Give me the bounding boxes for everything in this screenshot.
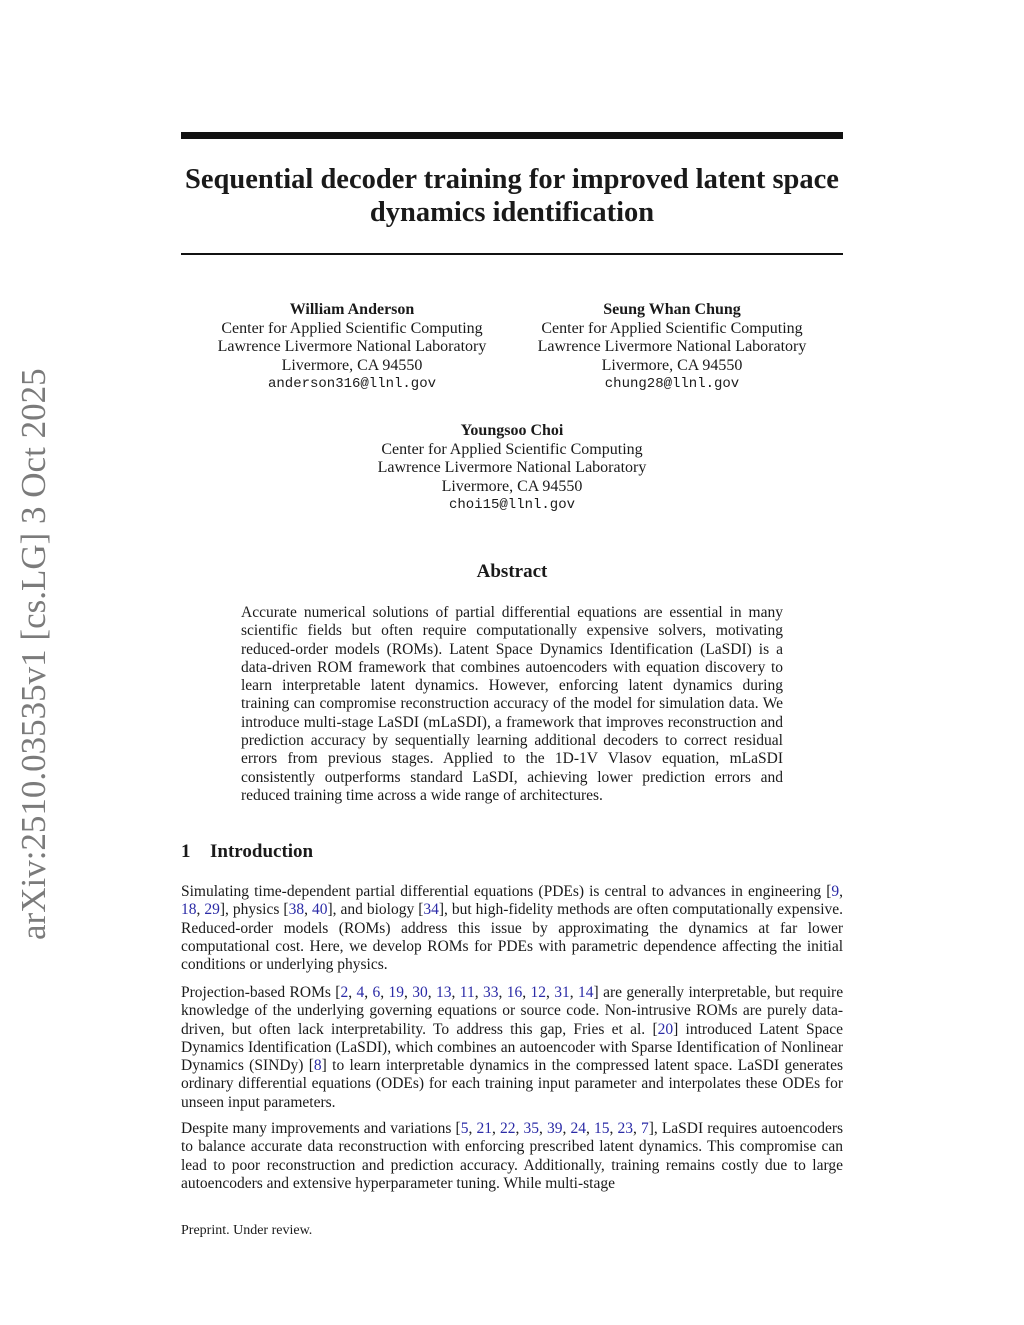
citation-link[interactable]: 24 [570,1120,586,1137]
citation-link[interactable]: 40 [311,901,328,919]
citation-link[interactable]: 2 [340,984,349,1001]
citation-link[interactable]: 11 [459,984,475,1001]
title-bottom-rule [181,253,843,255]
text-run: Simulating time-dependent partial differential equations (PDEs) is central to advances in engineering [ [181,883,832,900]
text-run: ] are generally interpretable, but require knowledge of the underlying governing equations or source code. Non-intrusive ROMs are purely data-driven, but often lack interpretability. To address this gap, Fries et al. [ [181,984,844,1038]
author-lab: Lawrence Livermore National Laboratory [537,338,807,355]
citation-link[interactable]: 7 [640,1120,649,1137]
citation-link[interactable]: 13 [436,984,452,1001]
citation-link[interactable]: 30 [412,984,428,1001]
citation-link[interactable]: 23 [617,1120,633,1137]
citation-link[interactable]: 20 [657,1020,674,1038]
abstract-heading: Abstract [476,561,548,582]
author-affiliation: Center for Applied Scientific Computing [221,319,483,337]
intro-paragraph-1: Simulating time-dependent partial differential equations (PDEs) is central to advances in engineering [9, 18, 29], physics [38, 40], and biology [34], but high-fidelity methods are often computationally expensive. Reduced-order models (ROMs) address this issue by approximating the dynamics at far lower computational cost. Here, we develop ROMs for PDEs with parametric dependence affecting the initial conditions or underlying physics. [181,883,844,974]
text-run: ], and biology [ [327,901,424,919]
text-run: ], physics [ [219,901,289,919]
citation-link[interactable]: 14 [578,984,594,1001]
author-name: Youngsoo Choi [460,422,564,439]
citation-link[interactable]: 5 [460,1120,469,1137]
footer-note: Preprint. Under review. [181,1223,313,1238]
paper-title: Sequential decoder training for improved latent space dynamics identification [185,164,839,228]
text-run: Despite many improvements and variations [ [181,1120,461,1137]
text-run: Projection-based ROMs [ [181,984,341,1001]
citation-link[interactable]: 21 [476,1120,492,1137]
author-affiliation: Center for Applied Scientific Computing [541,319,803,337]
section-title: Introduction [210,841,314,862]
citation-link[interactable]: 33 [482,984,499,1001]
author-email[interactable]: anderson316@llnl.gov [267,376,437,392]
citation-link[interactable]: 34 [423,901,439,919]
citation-link[interactable]: 18 [181,901,197,919]
citation-link[interactable]: 22 [499,1120,516,1137]
text-run: ] introduced Latent Space Dynamics Identification (LaSDI), which combines an autoencoder with Sparse Identification of Nonlinear Dynamics (SINDy) [ [181,1020,843,1075]
text-run: ] to learn interpretable dynamics in the compressed latent space. LaSDI generates ordinary differential equations (ODEs) for each training input parameter and interpolates these ODEs for unseen input parameters. [181,1057,843,1111]
arxiv-stamp-container [14,368,54,940]
author-location: Livermore, CA 94550 [601,356,743,374]
section-heading-introduction [181,841,843,863]
citation-link[interactable]: 6 [372,984,381,1001]
citation-link[interactable]: 16 [506,984,523,1001]
author-location: Livermore, CA 94550 [281,356,423,374]
citation-link[interactable]: 39 [546,1120,563,1137]
author-email[interactable]: choi15@llnl.gov [448,497,576,513]
citation-link[interactable]: 35 [523,1120,539,1137]
text-run: ], LaSDI requires autoencoders to balance accurate data reconstruction with enforcing prescribed latent dynamics. This compromise can lead to poor reconstruction and prediction accuracy. Additionally, training remains costly due to large autoencoders and extensive hyperparameter tuning. While multi-stage [181,1120,844,1192]
citation-link[interactable]: 29 [204,901,220,919]
citation-link[interactable]: 15 [593,1120,610,1137]
citation-link[interactable]: 19 [388,984,404,1001]
citation-link[interactable]: 12 [530,984,547,1001]
abstract-text: Accurate numerical solutions of partial differential equations are essential in many scientific fields but often require computationally expensive solvers, motivating reduced-order models (ROMs). Latent Space Dynamics Identification (LaSDI) is a data-driven ROM framework that combines autoencoders with equation discovery to learn interpretable latent dynamics. However, enforcing latent dynamics during training can compromise reconstruction accuracy of the model for simulation data. We introduce multi-stage LaSDI (mLaSDI), a framework that improves reconstruction and prediction accuracy by sequentially learning additional decoders to correct residual errors from previous stages. Applied to the 1D-1V Vlasov equation, mLaSDI consistently outperforms standard LaSDI, achieving lower prediction errors and reduced training time across a wide range of architectures. [241,604,783,804]
author-lab: Lawrence Livermore National Laboratory [377,459,647,476]
author-lab: Lawrence Livermore National Laboratory [217,338,487,355]
author-name: Seung Whan Chung [603,301,741,318]
citation-link[interactable]: 38 [288,901,305,919]
author-name: William Anderson [289,301,415,318]
citation-link[interactable]: 4 [356,984,365,1001]
intro-paragraph-2: Projection-based ROMs [2, 4, 6, 19, 30, 13, 11, 33, 16, 12, 31, 14] are generally interpretable, but require knowledge of the underlying governing equations or source code. Non-intrusive ROMs are purely data-driven, but often lack interpretability. To address this gap, Fries et al. [20] introduced Latent Space Dynamics Identification (LaSDI), which combines an autoencoder with Sparse Identification of Nonlinear Dynamics (SINDy) [8] to learn interpretable dynamics in the compressed latent space. LaSDI generates ordinary differential equations (ODEs) for each training input parameter and interpolates these ODEs for unseen input parameters. [181,984,844,1111]
citation-link[interactable]: 31 [554,984,570,1001]
author-block [512,301,832,394]
author-location: Livermore, CA 94550 [441,477,583,495]
author-email[interactable]: chung28@llnl.gov [604,376,740,392]
text-run: ], but high-fidelity methods are often computationally expensive. Reduced-order models (ROMs) address this issue by approximating the dynamics at far lower computational cost. Here, we develop ROMs for PDEs with parametric dependence affecting the initial conditions or underlying physics. [181,901,844,974]
title-top-rule [181,132,843,139]
citation-link[interactable]: 8 [313,1057,322,1075]
author-affiliation: Center for Applied Scientific Computing [381,440,643,458]
intro-paragraph-3: Despite many improvements and variations [5, 21, 22, 35, 39, 24, 15, 23, 7], LaSDI requires autoencoders to balance accurate data reconstruction with enforcing prescribed latent dynamics. This compromise can lead to poor reconstruction and prediction accuracy. Additionally, training remains costly due to large autoencoders and extensive hyperparameter tuning. While multi-stage [181,1120,844,1192]
citation-link[interactable]: 9 [831,883,840,900]
arxiv-identifier[interactable]: arXiv:2510.03535v1 [cs.LG] 3 Oct 2025 [14,368,53,940]
author-block [192,301,512,394]
section-number: 1 [181,841,191,862]
author-block [352,422,672,515]
